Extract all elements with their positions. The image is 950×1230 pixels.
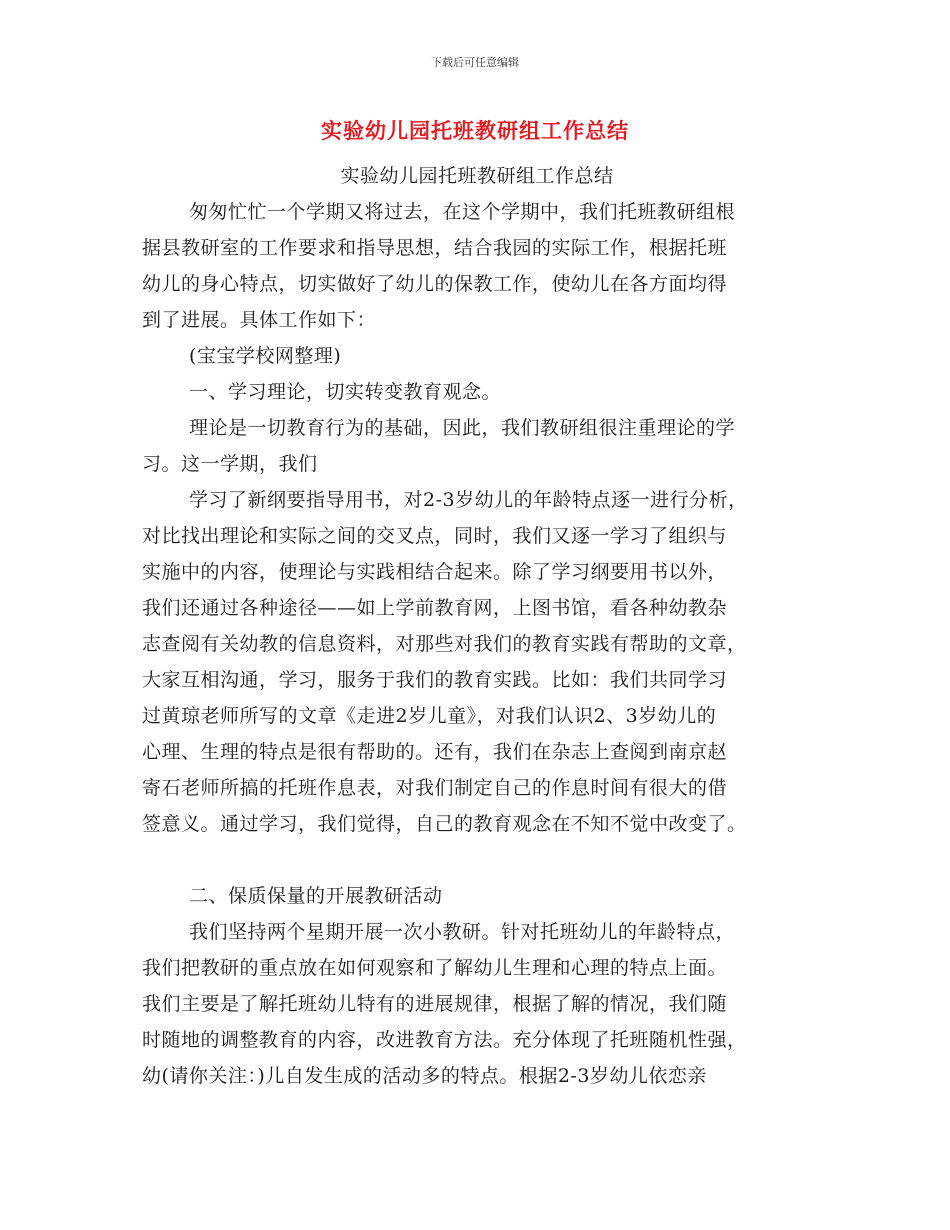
text-line: 我们还通过各种途径——如上学前教育网，上图书馆，看各种幼教杂	[142, 597, 728, 619]
text-line: 习。这一学期，我们	[142, 453, 318, 475]
text-line: 幼(请你关注：)儿自发生成的活动多的特点。根据2-3岁幼儿依恋亲	[142, 1065, 707, 1087]
text-line: 幼儿的身心特点，切实做好了幼儿的保教工作，使幼儿在各方面均得	[142, 273, 728, 295]
text-line: 据县教研室的工作要求和指导思想，结合我园的实际工作，根据托班	[142, 237, 728, 259]
text-line: 对比找出理论和实际之间的交叉点，同时，我们又逐一学习了组织与	[142, 525, 728, 547]
text-line: 实施中的内容，使理论与实践相结合起来。除了学习纲要用书以外，	[142, 561, 728, 583]
text-line: 大家互相沟通，学习，服务于我们的教育实践。比如：我们共同学习	[142, 669, 728, 691]
text-line: (宝宝学校网整理)	[189, 345, 342, 367]
text-line: 我们把教研的重点放在如何观察和了解幼儿生理和心理的特点上面。	[142, 957, 728, 979]
text-line: 签意义。通过学习，我们觉得，自己的教育观念在不知不觉中改变了。	[142, 813, 747, 835]
text-line: 时随地的调整教育的内容，改进教育方法。充分体现了托班随机性强，	[142, 1029, 747, 1051]
text-line: 理论是一切教育行为的基础，因此，我们教研组很注重理论的学	[189, 417, 736, 439]
text-line: 过黄琼老师所写的文章《走进2岁儿童》，对我们认识2、3岁幼儿的	[142, 705, 717, 727]
blank-line	[142, 842, 812, 878]
text-line: 一、学习理论，切实转变教育观念。	[189, 381, 502, 403]
text-line: 匆匆忙忙一个学期又将过去，在这个学期中，我们托班教研组根	[189, 201, 736, 223]
text-line: 二、保质保量的开展教研活动	[189, 885, 443, 907]
text-line: 到了进展。具体工作如下：	[142, 309, 377, 331]
text-line: 寄石老师所搞的托班作息表，对我们制定自己的作息时间有很大的借	[142, 777, 728, 799]
document-subtitle: 实验幼儿园托班教研组工作总结	[340, 165, 614, 187]
text-line: 心理、生理的特点是很有帮助的。还有，我们在杂志上查阅到南京赵	[142, 741, 728, 763]
text-lines	[142, 194, 812, 1094]
text-line: 我们主要是了解托班幼儿特有的进展规律，根据了解的情况，我们随	[142, 993, 728, 1015]
document-body	[142, 158, 812, 1094]
header-note: 下载后可任意编辑	[431, 56, 519, 69]
text-line: 我们坚持两个星期开展一次小教研。针对托班幼儿的年龄特点，	[189, 921, 736, 943]
document-title: 实验幼儿园托班教研组工作总结	[321, 119, 629, 143]
text-line: 志查阅有关幼教的信息资料，对那些对我们的教育实践有帮助的文章，	[142, 633, 747, 655]
text-line: 学习了新纲要指导用书，对2-3岁幼儿的年龄特点逐一进行分析，	[189, 489, 748, 511]
